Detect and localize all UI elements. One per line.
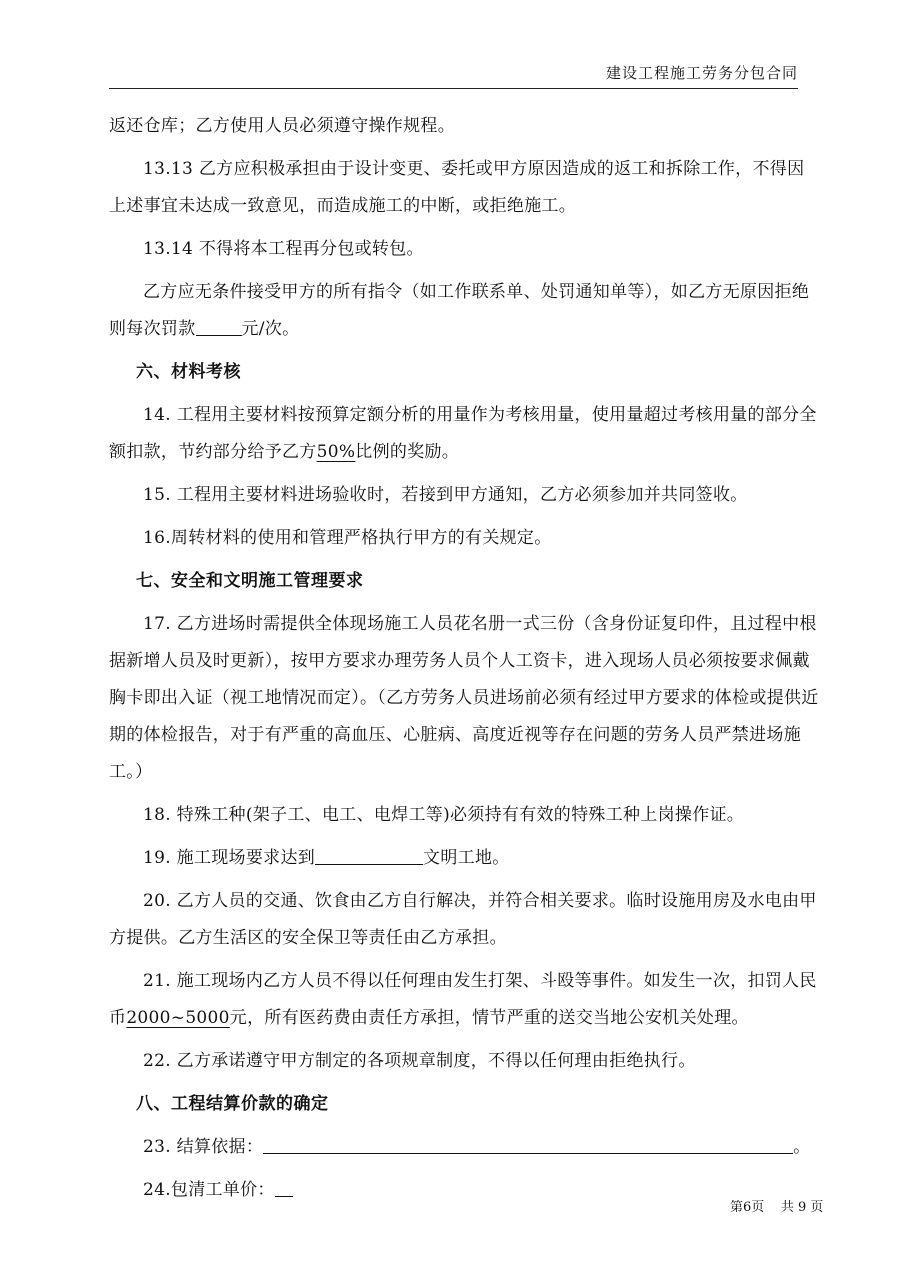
paragraph-text: 六、材料考核 — [136, 362, 241, 382]
clause-paragraph — [109, 883, 821, 957]
paragraph-text: 返还仓库；乙方使用人员必须遵守操作规程。 — [109, 116, 455, 136]
paragraph-text-after: 元/次。 — [241, 319, 300, 339]
clause-paragraph — [109, 1172, 821, 1209]
paragraph-text: 乙方应无条件接受甲方的所有指令（如工作联系单、处罚通知单等），如乙方无原因拒绝则每次罚款 — [109, 282, 810, 339]
paragraph-text: 14. 工程用主要材料按预算定额分析的用量作为考核用量，使用量超过考核用量的部分全额扣款，节约部分给予乙方 — [109, 405, 817, 462]
paragraph-text: 15. 工程用主要材料进场验收时，若接到甲方通知，乙方必须参加并共同签收。 — [143, 485, 748, 505]
paragraph-text: 24.包清工单价： — [143, 1180, 275, 1200]
document-body — [109, 108, 821, 1215]
clause-paragraph — [109, 231, 821, 268]
underlined-value: 2000~5000 — [126, 1008, 230, 1028]
paragraph-text: 17. 乙方进场时需提供全体现场施工人员花名册一式三份（含身份证复印件，且过程中根据新增人员及时更新），按甲方要求办理劳务人员个人工资卡，进入现场人员必须按要求佩戴胸卡即出入证（视工地情况而定）。（乙方劳务人员进场前必须有经过甲方要求的体检或提供近期的体检报告，对于有严重的高血压、心脏病、高度近视等存在问题的劳务人员严禁进场施工。） — [109, 614, 819, 782]
paragraph-text: 22. 乙方承诺遵守甲方制定的各项规章制度，不得以任何理由拒绝执行。 — [143, 1051, 696, 1071]
paragraph-text-after: 。 — [793, 1137, 811, 1157]
header-title: 建设工程施工劳务分包合同 — [605, 64, 798, 82]
clause-paragraph — [109, 1043, 821, 1080]
clause-paragraph — [109, 520, 821, 557]
paragraph-text: 八、工程结算价款的确定 — [136, 1094, 329, 1114]
paragraph-text: 16.周转材料的使用和管理严格执行甲方的有关规定。 — [143, 528, 552, 548]
section-heading — [109, 563, 821, 600]
fill-in-blank[interactable] — [315, 842, 423, 865]
clause-paragraph — [109, 797, 821, 834]
page-spacer — [768, 1200, 776, 1215]
fill-in-blank[interactable] — [275, 1174, 293, 1197]
page-number: 第6页 — [730, 1200, 765, 1215]
underlined-value: 50% — [316, 442, 356, 462]
clause-paragraph — [109, 1129, 821, 1166]
page-total: 共 9 页 — [780, 1200, 824, 1215]
clause-paragraph — [109, 606, 821, 791]
clause-paragraph — [109, 397, 821, 471]
clause-paragraph — [109, 151, 821, 225]
paragraph-text: 23. 结算依据： — [143, 1137, 264, 1157]
paragraph-text: 20. 乙方人员的交通、饮食由乙方自行解决，并符合相关要求。临时设施用房及水电由甲方提供。乙方生活区的安全保卫等责任由乙方承担。 — [109, 891, 817, 948]
paragraph-text: 13.14 不得将本工程再分包或转包。 — [143, 239, 424, 259]
clause-paragraph — [109, 477, 821, 514]
paragraph-text: 19. 施工现场要求达到 — [143, 848, 316, 868]
clause-paragraph — [109, 840, 821, 877]
paragraph-text: 13.13 乙方应积极承担由于设计变更、委托或甲方原因造成的返工和拆除工作，不得因上述事宜未达成一致意见，而造成施工的中断，或拒绝施工。 — [109, 159, 805, 216]
paragraph-text-after: 比例的奖励。 — [355, 442, 460, 462]
paragraph-text: 21. 施工现场内乙方人员不得以任何理由发生打架、斗殴等事件。如发生一次，扣罚人民币 — [109, 971, 817, 1028]
header-rule — [109, 88, 798, 89]
paragraph-text-after: 元，所有医药费由责任方承担，情节严重的送交当地公安机关处理。 — [229, 1008, 749, 1028]
paragraph-text: 七、安全和文明施工管理要求 — [136, 571, 364, 591]
page-footer — [730, 1198, 830, 1218]
paragraph-text: 18. 特殊工种(架子工、电工、电焊工等)必须持有有效的特殊工种上岗操作证。 — [143, 805, 745, 825]
fill-in-blank[interactable] — [196, 313, 242, 336]
paragraph-text-after: 文明工地。 — [423, 848, 510, 868]
clause-paragraph — [109, 274, 821, 348]
fill-in-blank[interactable] — [263, 1131, 793, 1154]
clause-paragraph — [109, 963, 821, 1037]
clause-paragraph — [109, 108, 821, 145]
section-heading — [109, 1086, 821, 1123]
section-heading — [109, 354, 821, 391]
